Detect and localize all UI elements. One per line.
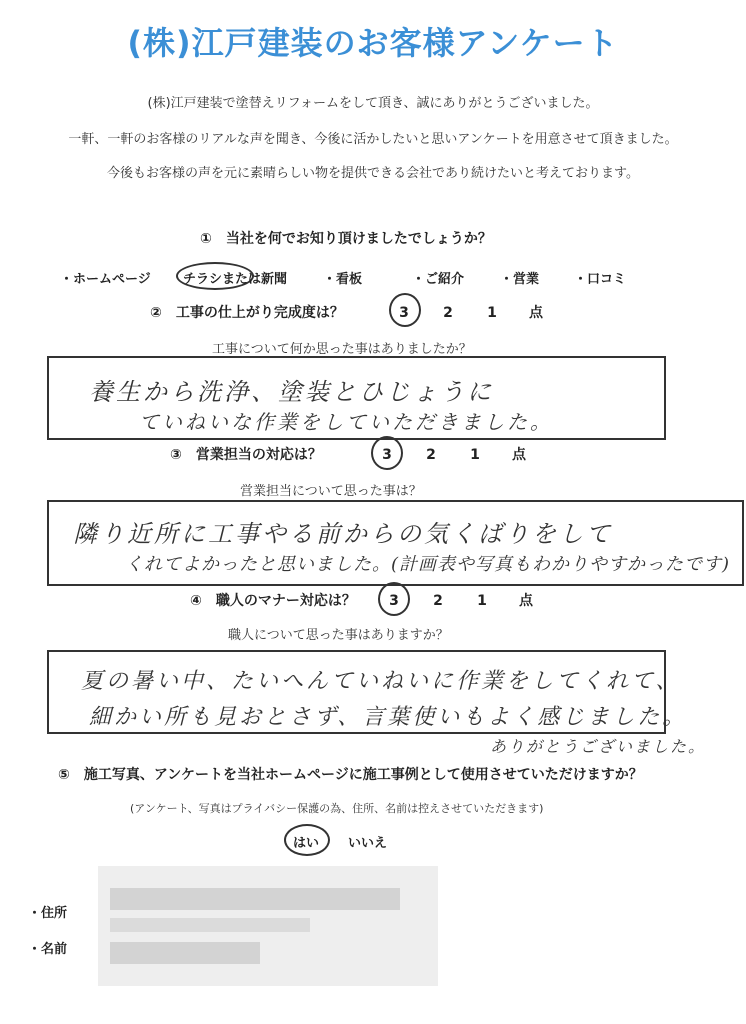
address-label: ・住所 (28, 906, 68, 921)
q1-option-flyer[interactable]: チラシまたは新聞 (183, 272, 288, 287)
q3-selected-mark (371, 436, 403, 470)
intro-line-3: 今後もお客様の声を元に素晴らしい物を提供できる会社であり続けたいと考えております。 (107, 166, 639, 181)
q4-rating-2[interactable]: 2 (433, 593, 443, 609)
q2-answer-line-2: ていねいな作業をしていただきました。 (139, 410, 553, 434)
q3-unit: 点 (512, 447, 526, 463)
q2-answer-line-1: 養生から洗浄、塗装とひじょうに (89, 378, 494, 406)
q4-selected-mark (378, 582, 410, 616)
q3-rating-3[interactable]: 3 (382, 447, 392, 463)
address-redacted (110, 888, 400, 910)
question-5: ⑤ 施工写真、アンケートを当社ホームページに施工事例として使用させていただけますか？ (58, 767, 643, 783)
q2-selected-mark (389, 293, 421, 327)
page-title: (株)江戸建装のお客様アンケート (127, 24, 619, 62)
name-label: ・名前 (28, 942, 68, 957)
q4-answer-line-2: 細かい所も見おとさず、言葉使いもよく感じました。 (89, 705, 688, 730)
q3-sub-question: 営業担当について思った事は？ (240, 484, 422, 499)
q4-answer-extra: ありがとうございました。 (490, 737, 707, 756)
q4-sub-question: 職人について思った事はありますか？ (228, 628, 449, 643)
q5-yes-option[interactable]: はい (293, 836, 320, 851)
q2-answer-box[interactable] (47, 356, 666, 440)
q1-option-homepage[interactable]: ・ホームページ (60, 272, 151, 287)
q1-option-sales[interactable]: ・営業 (500, 272, 540, 287)
q5-note: (アンケート、写真はプライバシー保護の為、住所、名前は控えさせていただきます) (130, 802, 544, 815)
q2-rating-2[interactable]: 2 (443, 305, 453, 321)
q1-option-referral[interactable]: ・ご紹介 (412, 272, 465, 287)
q2-sub-question: 工事について何か思った事はありましたか？ (212, 342, 472, 357)
q3-rating-1[interactable]: 1 (470, 447, 480, 463)
q4-answer-line-1: 夏の暑い中、たいへんていねいに作業をしてくれて、 (81, 669, 681, 694)
question-4: ④ 職人のマナー対応は？ (190, 593, 356, 609)
q5-no-option[interactable]: いいえ (348, 836, 388, 851)
intro-line-2: 一軒、一軒のお客様のリアルな声を聞き、今後に活かしたいと思いアンケートを用意させて頂きました。 (68, 132, 678, 147)
q4-unit: 点 (519, 593, 533, 609)
q4-answer-box[interactable] (47, 650, 688, 734)
name-redacted (110, 942, 260, 964)
address-redacted-2 (110, 918, 310, 932)
q4-rating-3[interactable]: 3 (389, 593, 399, 609)
q2-rating-3[interactable]: 3 (399, 305, 409, 321)
q3-answer-line-2: くれてよかったと思いました。(計画表や写真もわかりやすかったです) (125, 554, 731, 575)
intro-line-1: (株)江戸建装で塗替えリフォームをして頂き、誠にありがとうございました。 (147, 96, 599, 111)
question-3: ③ 営業担当の対応は？ (170, 447, 322, 463)
q4-rating-1[interactable]: 1 (477, 593, 487, 609)
question-2: ② 工事の仕上がり完成度は？ (150, 305, 344, 321)
q1-option-word-of-mouth[interactable]: ・口コミ (574, 272, 627, 287)
q2-rating-1[interactable]: 1 (487, 305, 497, 321)
q3-answer-line-1: 隣り近所に工事やる前からの気くばりをして (73, 520, 613, 548)
q2-unit: 点 (529, 305, 543, 321)
q3-answer-box[interactable] (47, 500, 744, 586)
question-1: ① 当社を何でお知り頂けましたでしょうか？ (200, 231, 492, 247)
q3-rating-2[interactable]: 2 (426, 447, 436, 463)
q1-option-signboard[interactable]: ・看板 (323, 272, 363, 287)
